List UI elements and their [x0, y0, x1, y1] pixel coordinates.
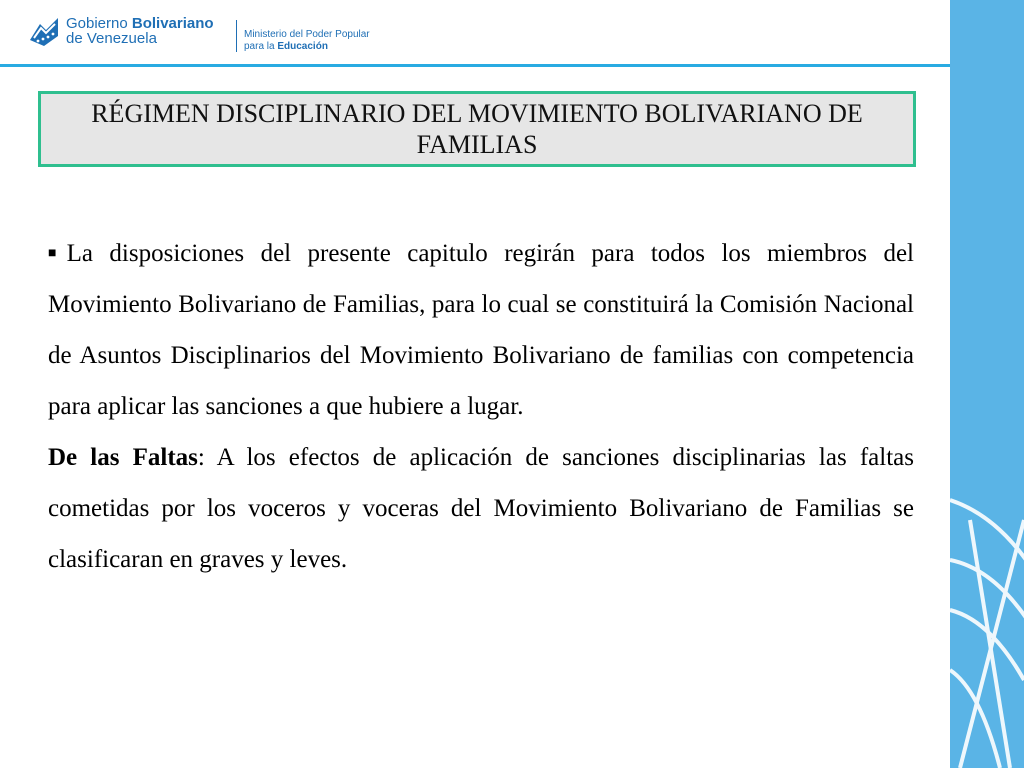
square-bullet-icon: ■ — [48, 246, 67, 261]
header-separator — [236, 20, 237, 52]
ministry-name — [244, 29, 370, 53]
paragraph-2-lead: De las Faltas — [48, 444, 198, 471]
gov-line1-bold: Bolivariano — [131, 15, 214, 32]
side-decorative-band — [950, 0, 1024, 768]
header-rule — [0, 64, 950, 67]
gov-line2: de Venezuela — [66, 30, 157, 47]
government-name — [66, 16, 214, 46]
paragraph-1-text: La disposiciones del presente capitulo regirán para todos los miembros del Movimiento Bolivariano de Familias, para lo cual se constituirá la Comisión Nacional de Asuntos Disciplinarios del Movimiento Bolivariano de familias con competencia para aplicar las sanciones a que hubiere a lugar. — [48, 240, 914, 420]
ministry-line1: Ministerio del Poder Popular — [244, 29, 370, 40]
paragraph-2-text: : A los efectos de aplicación de sanciones disciplinarias las faltas cometidas por los voceros y voceras del Movimiento Bolivariano de Familias se clasificaran en graves y leves. — [48, 444, 914, 573]
gov-line1-prefix: Gobierno — [66, 15, 132, 32]
paragraph-2 — [48, 432, 914, 585]
ministry-line2 — [244, 41, 370, 53]
title-box — [38, 91, 916, 167]
venezuela-government-emblem-icon — [26, 14, 62, 50]
slide-title: RÉGIMEN DISCIPLINARIO DEL MOVIMIENTO BOLIVARIANO DE FAMILIAS — [91, 99, 863, 159]
ministry-line2-prefix: para la — [244, 41, 278, 52]
decorative-arcs — [950, 0, 1024, 768]
header — [0, 0, 950, 68]
body-text — [48, 228, 914, 585]
ministry-line2-bold: Educación — [277, 41, 328, 52]
paragraph-1 — [48, 228, 914, 432]
